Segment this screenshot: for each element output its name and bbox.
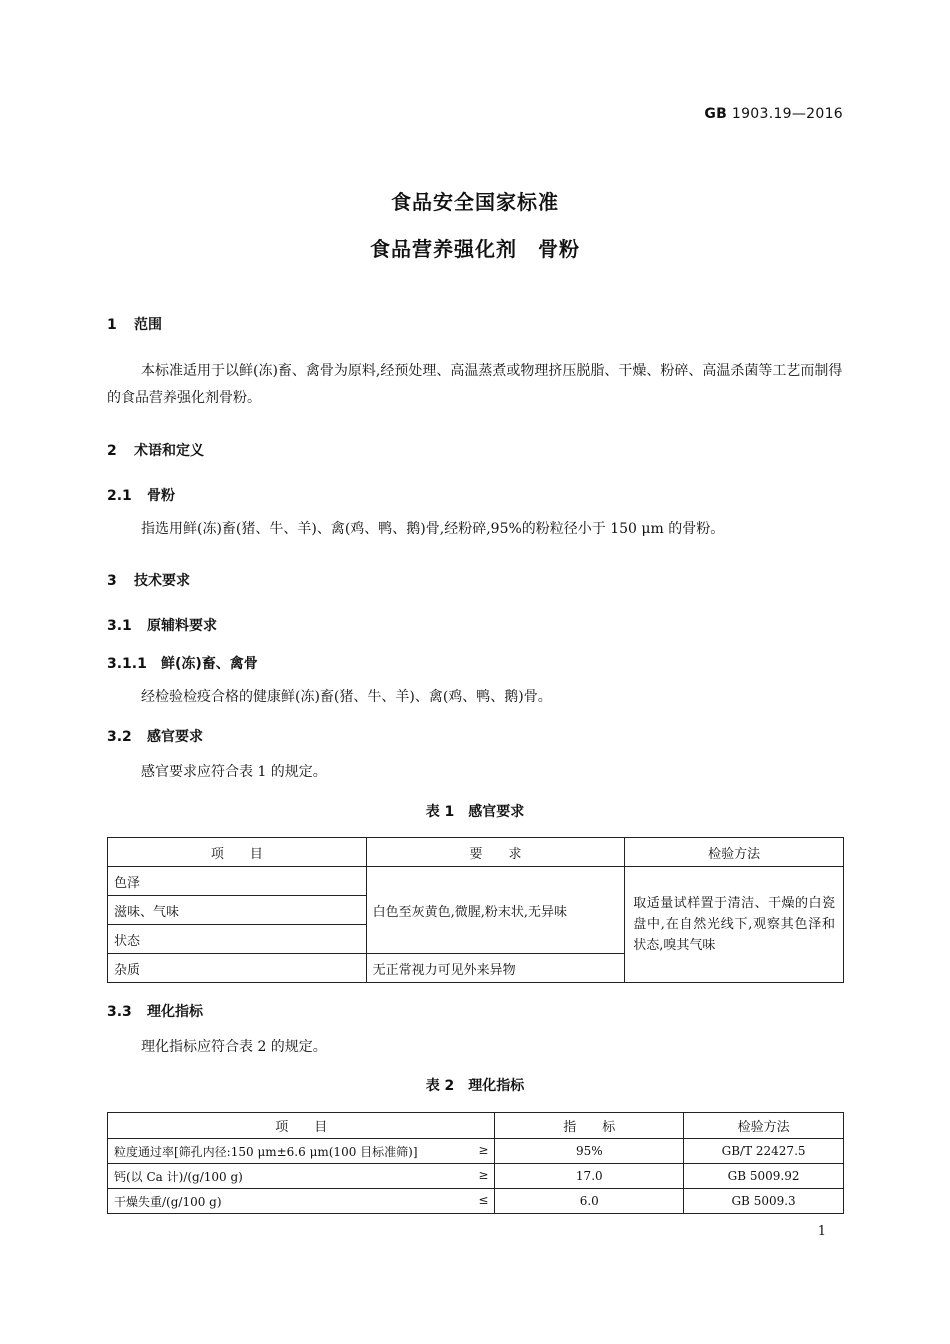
section-3-3-heading	[107, 1001, 203, 1021]
section-title: 原辅料要求	[147, 618, 217, 634]
item-label: 干燥失重/(g/100 g)	[114, 1194, 222, 1209]
column-header: 指 标	[495, 1113, 684, 1139]
sensory-requirements-table	[107, 837, 844, 983]
section-title: 范围	[134, 317, 162, 333]
section-number: 3.3	[107, 1004, 132, 1020]
section-number: 3.1.1	[107, 656, 147, 672]
table-row	[108, 1139, 844, 1164]
section-title: 术语和定义	[134, 443, 204, 459]
section-title: 理化指标	[147, 1004, 203, 1020]
section-3-2-text: 感官要求应符合表 1 的规定。	[141, 764, 327, 780]
standard-code	[704, 106, 843, 122]
section-title: 技术要求	[134, 573, 190, 589]
page-number: 1	[817, 1224, 826, 1239]
table-2-caption: 表 2 理化指标	[425, 1078, 525, 1094]
item-cell	[108, 1189, 495, 1214]
comparison-operator: ≤	[478, 1192, 489, 1207]
section-1-heading	[107, 314, 162, 334]
table-row	[108, 1189, 844, 1214]
value-cell: 95%	[495, 1139, 684, 1164]
section-3-3-text: 理化指标应符合表 2 的规定。	[141, 1039, 327, 1055]
item-label: 钙(以 Ca 计)/(g/100 g)	[114, 1169, 243, 1184]
section-1-text: 本标准适用于以鲜(冻)畜、禽骨为原料,经预处理、高温蒸煮或物理挤压脱脂、干燥、粉碎、高温杀菌等工艺而制得的食品营养强化剂骨粉。	[107, 363, 843, 406]
physicochemical-indicators-table	[107, 1112, 844, 1214]
section-3-1-heading	[107, 615, 217, 635]
section-number: 3.2	[107, 729, 132, 745]
item-cell	[108, 1164, 495, 1189]
standard-prefix: GB	[704, 106, 728, 122]
method-cell: GB/T 22427.5	[684, 1139, 844, 1164]
standard-number: 1903.19—2016	[731, 106, 843, 122]
item-cell: 状态	[108, 925, 367, 954]
item-cell: 滋味、气味	[108, 896, 367, 925]
section-title: 骨粉	[147, 488, 175, 504]
column-header: 项 目	[108, 1113, 495, 1139]
section-title: 感官要求	[147, 729, 203, 745]
requirement-cell: 白色至灰黄色,微腥,粉末状,无异味	[366, 867, 625, 954]
section-3-heading	[107, 570, 190, 590]
method-cell: GB 5009.92	[684, 1164, 844, 1189]
section-number: 1	[107, 317, 117, 333]
section-number: 3.1	[107, 618, 132, 634]
value-cell: 17.0	[495, 1164, 684, 1189]
item-label: 粒度通过率[筛孔内径:150 μm±6.6 μm(100 目标准筛)]	[114, 1144, 418, 1159]
method-cell: 取适量试样置于清洁、干燥的白瓷盘中,在自然光线下,观察其色泽和状态,嗅其气味	[625, 867, 844, 983]
item-cell: 色泽	[108, 867, 367, 896]
section-3-1-1-text: 经检验检疫合格的健康鲜(冻)畜(猪、牛、羊)、禽(鸡、鸭、鹅)骨。	[141, 689, 552, 705]
table-row	[108, 1164, 844, 1189]
section-number: 2.1	[107, 488, 132, 504]
method-cell: GB 5009.3	[684, 1189, 844, 1214]
document-subtitle: 食品营养强化剂 骨粉	[370, 237, 580, 261]
section-2-heading	[107, 440, 204, 460]
column-header: 检验方法	[625, 838, 844, 867]
comparison-operator: ≥	[478, 1142, 489, 1157]
section-number: 3	[107, 573, 117, 589]
comparison-operator: ≥	[478, 1167, 489, 1182]
column-header: 检验方法	[684, 1113, 844, 1139]
section-3-2-heading	[107, 726, 203, 746]
table-header-row	[108, 838, 844, 867]
value-cell: 6.0	[495, 1189, 684, 1214]
column-header: 项 目	[108, 838, 367, 867]
column-header: 要 求	[366, 838, 625, 867]
requirement-cell: 无正常视力可见外来异物	[366, 954, 625, 983]
section-3-1-1-heading	[107, 653, 258, 673]
section-number: 2	[107, 443, 117, 459]
section-2-1-heading	[107, 485, 175, 505]
table-header-row	[108, 1113, 844, 1139]
table-row	[108, 867, 844, 896]
section-title: 鲜(冻)畜、禽骨	[161, 656, 258, 672]
document-title: 食品安全国家标准	[391, 190, 559, 214]
item-cell	[108, 1139, 495, 1164]
section-2-1-text: 指选用鲜(冻)畜(猪、牛、羊)、禽(鸡、鸭、鹅)骨,经粉碎,95%的粉粒径小于 150 μm 的骨粉。	[141, 521, 725, 537]
item-cell: 杂质	[108, 954, 367, 983]
table-1-caption: 表 1 感官要求	[425, 804, 525, 820]
